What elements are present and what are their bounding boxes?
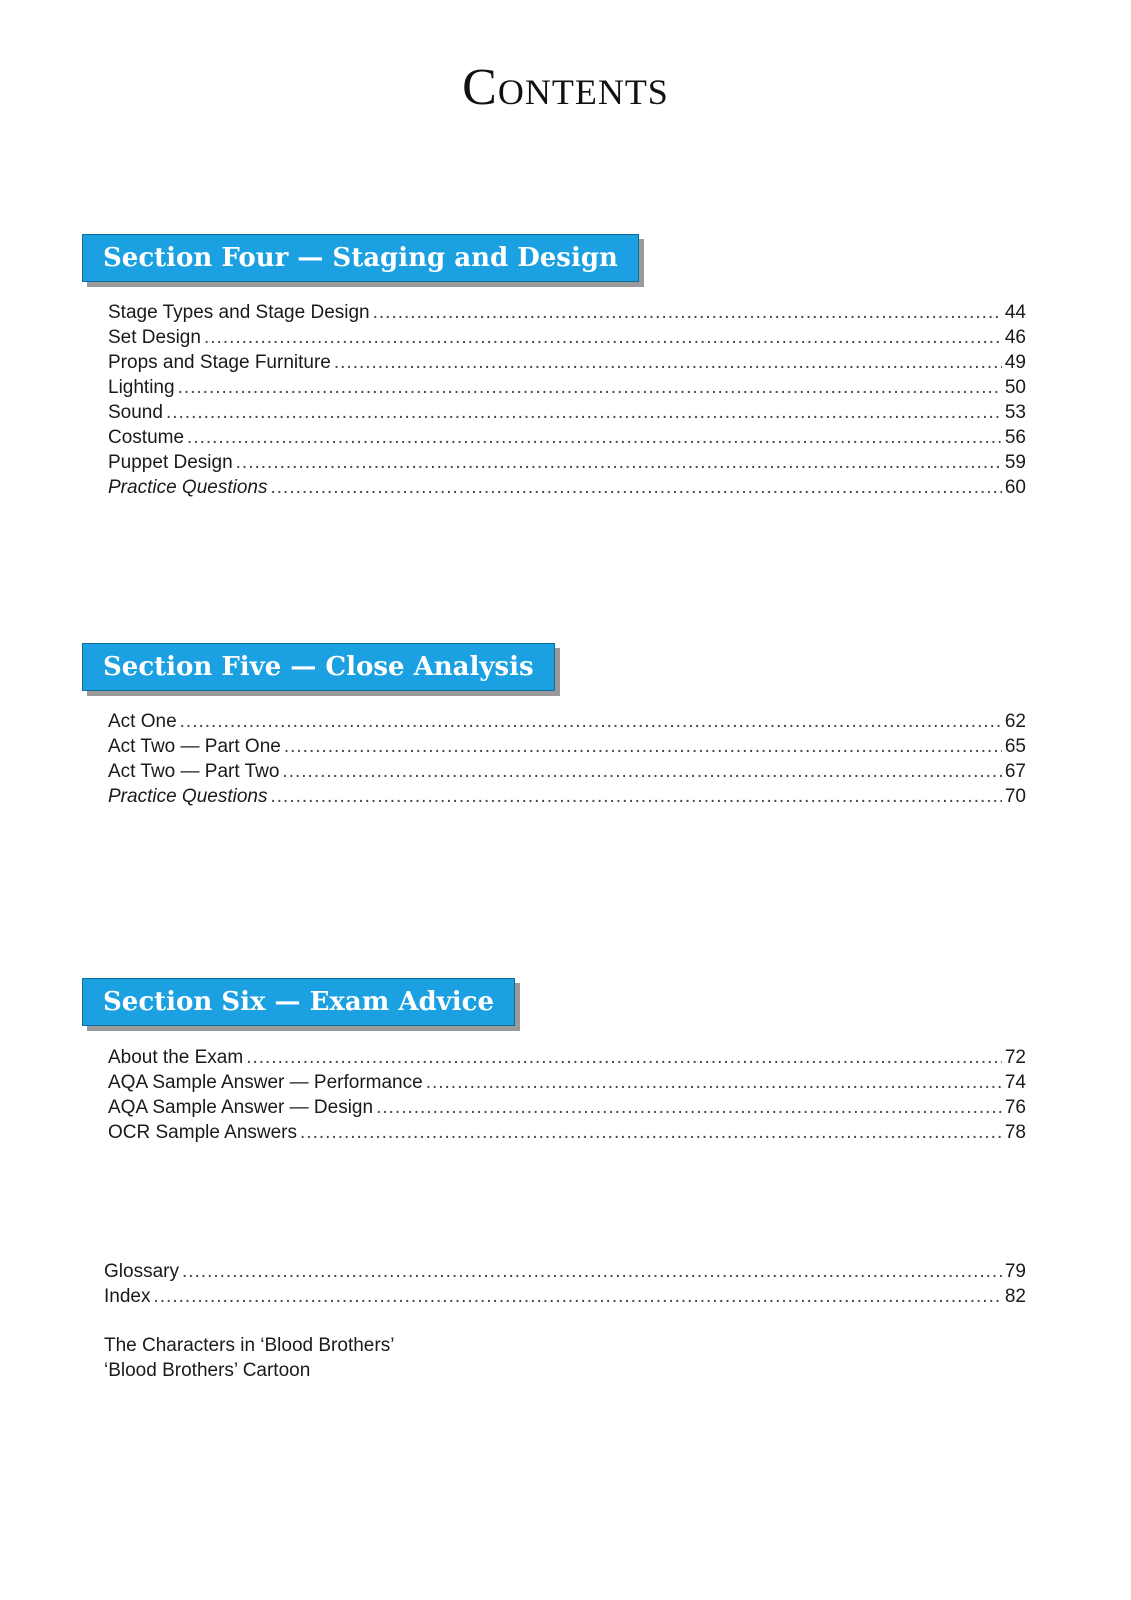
toc-entry-page: 60: [1004, 477, 1026, 498]
toc-entry-label: Lighting: [108, 377, 175, 398]
toc-entry-label: OCR Sample Answers: [108, 1122, 298, 1143]
toc-entry[interactable]: [108, 1070, 1026, 1095]
dot-leader: [282, 759, 1001, 784]
dot-leader: [180, 709, 1002, 734]
toc-entry-label: Sound: [108, 402, 163, 423]
toc-entry-page: 53: [1004, 402, 1026, 423]
toc-entry-label: Costume: [108, 427, 185, 448]
toc-list: [104, 1259, 1026, 1309]
section-five-banner-wrap: [82, 643, 555, 691]
toc-entry[interactable]: [108, 1045, 1026, 1070]
section-five-toc: [108, 709, 1026, 809]
page-title: Contents: [462, 59, 669, 116]
dot-leader: [204, 325, 1002, 350]
toc-entry[interactable]: [108, 300, 1026, 325]
dot-leader: [246, 1045, 1002, 1070]
dot-leader: [373, 300, 1002, 325]
dot-leader: [236, 450, 1002, 475]
toc-entry-label: Act One: [108, 711, 177, 732]
toc-entry-page: 82: [1004, 1286, 1026, 1307]
toc-entry-page: 79: [1004, 1261, 1026, 1282]
toc-list: [108, 709, 1026, 809]
section-heading: Section Four — Staging and Design: [82, 234, 639, 282]
dot-leader: [182, 1259, 1002, 1284]
toc-entry-page: 72: [1004, 1047, 1026, 1068]
toc-entry-page: 70: [1004, 786, 1026, 807]
dot-leader: [153, 1284, 1001, 1309]
dot-leader: [187, 425, 1002, 450]
toc-entry[interactable]: [108, 1120, 1026, 1145]
toc-entry-label: Act Two — Part One: [108, 736, 281, 757]
dot-leader: [270, 475, 1001, 500]
toc-entry-label: Puppet Design: [108, 452, 233, 473]
dot-leader: [270, 784, 1001, 809]
toc-entry-label: AQA Sample Answer — Design: [108, 1097, 374, 1118]
toc-entry-label: Act Two — Part Two: [108, 761, 280, 782]
toc-list: [108, 300, 1026, 500]
toc-entry-page: 56: [1004, 427, 1026, 448]
dot-leader: [376, 1095, 1002, 1120]
toc-entry-page: 50: [1004, 377, 1026, 398]
toc-entry-label: About the Exam: [108, 1047, 244, 1068]
toc-entry[interactable]: [104, 1259, 1026, 1284]
toc-entry[interactable]: [108, 425, 1026, 450]
section-heading: Section Six — Exam Advice: [82, 978, 515, 1026]
toc-entry[interactable]: [108, 734, 1026, 759]
section-four-banner-wrap: [82, 234, 639, 282]
toc-entry-page: 46: [1004, 327, 1026, 348]
toc-entry-page: 76: [1004, 1097, 1026, 1118]
dot-leader: [334, 350, 1002, 375]
toc-entry-label: Practice Questions: [108, 477, 268, 498]
toc-entry[interactable]: [104, 1284, 1026, 1309]
dot-leader: [300, 1120, 1002, 1145]
toc-entry-page: 49: [1004, 352, 1026, 373]
toc-entry-label: Props and Stage Furniture: [108, 352, 331, 373]
dot-leader: [284, 734, 1002, 759]
toc-entry-label: Practice Questions: [108, 786, 268, 807]
toc-entry-page: 74: [1004, 1072, 1026, 1093]
toc-list: [108, 1045, 1026, 1145]
dot-leader: [178, 375, 1002, 400]
toc-entry-page: 59: [1004, 452, 1026, 473]
toc-entry-label: Glossary: [104, 1261, 179, 1282]
toc-entry[interactable]: [108, 375, 1026, 400]
toc-entry-page: 65: [1004, 736, 1026, 757]
toc-entry-page: 62: [1004, 711, 1026, 732]
toc-entry[interactable]: [108, 475, 1026, 500]
extra-item: ‘Blood Brothers’ Cartoon: [104, 1360, 311, 1381]
toc-entry[interactable]: [108, 350, 1026, 375]
dot-leader: [166, 400, 1002, 425]
toc-entry-label: Stage Types and Stage Design: [108, 302, 370, 323]
section-four-toc: [108, 300, 1026, 500]
toc-entry-page: 67: [1004, 761, 1026, 782]
section-six-banner-wrap: [82, 978, 515, 1026]
section-six-toc: [108, 1045, 1026, 1145]
toc-entry-page: 78: [1004, 1122, 1026, 1143]
toc-entry[interactable]: [108, 325, 1026, 350]
toc-entry-page: 44: [1004, 302, 1026, 323]
toc-entry-label: AQA Sample Answer — Performance: [108, 1072, 423, 1093]
toc-entry-label: Index: [104, 1286, 151, 1307]
extra-item: The Characters in ‘Blood Brothers’: [104, 1335, 395, 1356]
toc-entry[interactable]: [108, 784, 1026, 809]
toc-entry[interactable]: [108, 759, 1026, 784]
extras-block: [104, 1333, 1026, 1383]
dot-leader: [426, 1070, 1002, 1095]
back-matter-toc: [104, 1259, 1026, 1309]
toc-entry[interactable]: [108, 400, 1026, 425]
section-heading: Section Five — Close Analysis: [82, 643, 555, 691]
toc-entry[interactable]: [108, 450, 1026, 475]
toc-entry[interactable]: [108, 1095, 1026, 1120]
toc-entry[interactable]: [108, 709, 1026, 734]
toc-entry-label: Set Design: [108, 327, 201, 348]
